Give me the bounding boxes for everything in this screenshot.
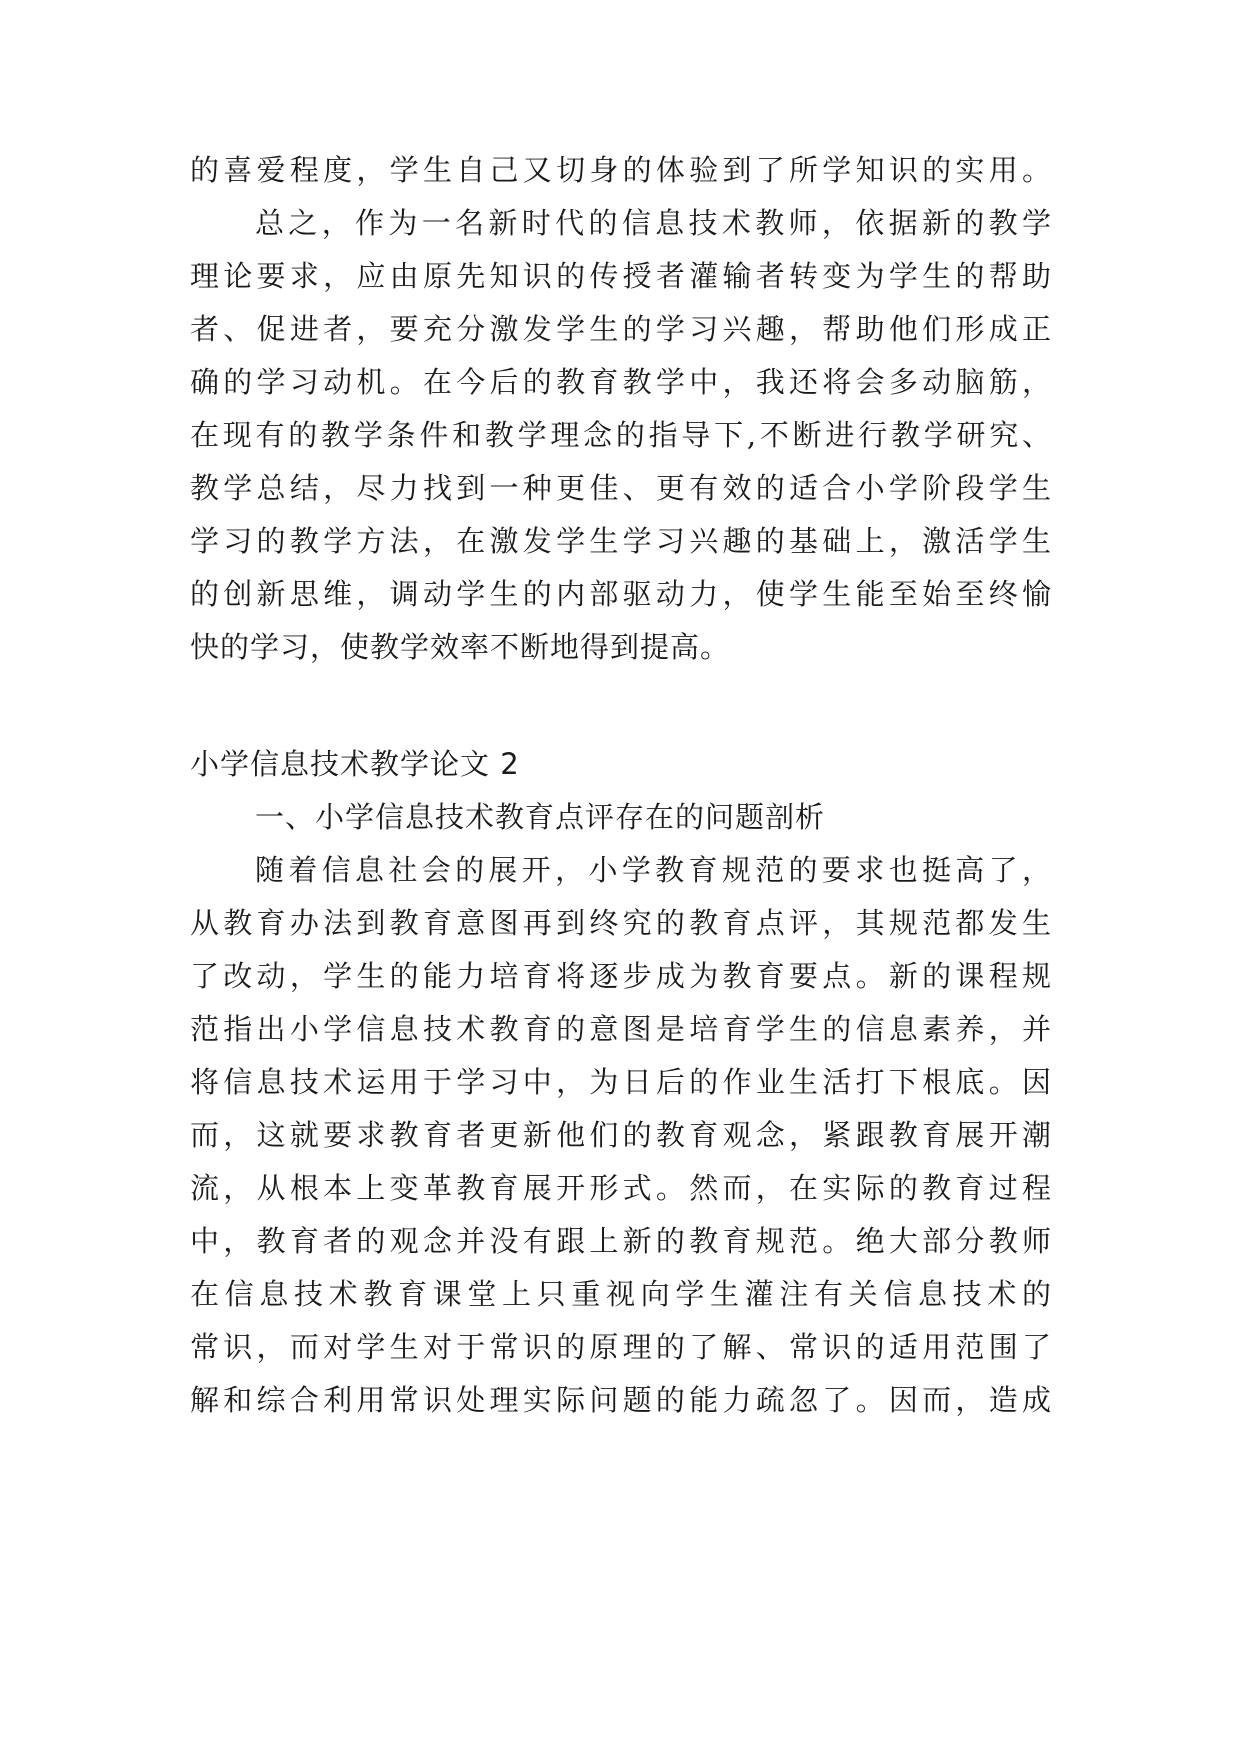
paragraph-line: 者、促进者，要充分激发学生的学习兴趣，帮助他们形成正 [190, 312, 1052, 346]
paragraph-line: 在现有的教学条件和教学理念的指导下,不断进行教学研究、 [190, 418, 1052, 452]
paragraph-line: 在信息技术教育课堂上只重视向学生灌注有关信息技术的 [190, 1277, 1052, 1311]
paragraph-line: 快的学习，使教学效率不断地得到提高。 [190, 630, 731, 664]
paragraph-line: 学习的教学方法，在激发学生学习兴趣的基础上，激活学生 [190, 524, 1052, 558]
section-title: 小学信息技术教学论文 2 [190, 747, 520, 781]
subsection-title: 一、小学信息技术教育点评存在的问题剖析 [255, 800, 826, 834]
paragraph-line: 的喜爱程度，学生自己又切身的体验到了所学知识的实用。 [190, 153, 1052, 187]
paragraph-line: 随着信息社会的展开，小学教育规范的要求也挺高了， [255, 853, 1052, 887]
paragraph-line: 的创新思维，调动学生的内部驱动力，使学生能至始至终愉 [190, 577, 1052, 611]
paragraph-line: 将信息技术运用于学习中，为日后的作业生活打下根底。因 [190, 1065, 1052, 1099]
paragraph-line: 确的学习动机。在今后的教育教学中，我还将会多动脑筋， [190, 365, 1052, 399]
paragraph-line: 从教育办法到教育意图再到终究的教育点评，其规范都发生 [190, 906, 1052, 940]
paragraph-line: 教学总结，尽力找到一种更佳、更有效的适合小学阶段学生 [190, 471, 1052, 505]
paragraph-line: 范指出小学信息技术教育的意图是培育学生的信息素养，并 [190, 1012, 1052, 1046]
paragraph-line: 流，从根本上变革教育展开形式。然而，在实际的教育过程 [190, 1171, 1052, 1205]
paragraph-line: 解和综合利用常识处理实际问题的能力疏忽了。因而，造成 [190, 1383, 1052, 1417]
paragraph-line: 而，这就要求教育者更新他们的教育观念，紧跟教育展开潮 [190, 1118, 1052, 1152]
paragraph-line: 中，教育者的观念并没有跟上新的教育规范。绝大部分教师 [190, 1224, 1052, 1258]
paragraph-line: 理论要求，应由原先知识的传授者灌输者转变为学生的帮助 [190, 259, 1052, 293]
paragraph-line: 常识，而对学生对于常识的原理的了解、常识的适用范围了 [190, 1330, 1052, 1364]
paragraph-line: 了改动，学生的能力培育将逐步成为教育要点。新的课程规 [190, 959, 1052, 993]
paragraph-line: 总之，作为一名新时代的信息技术教师，依据新的教学 [255, 206, 1052, 240]
